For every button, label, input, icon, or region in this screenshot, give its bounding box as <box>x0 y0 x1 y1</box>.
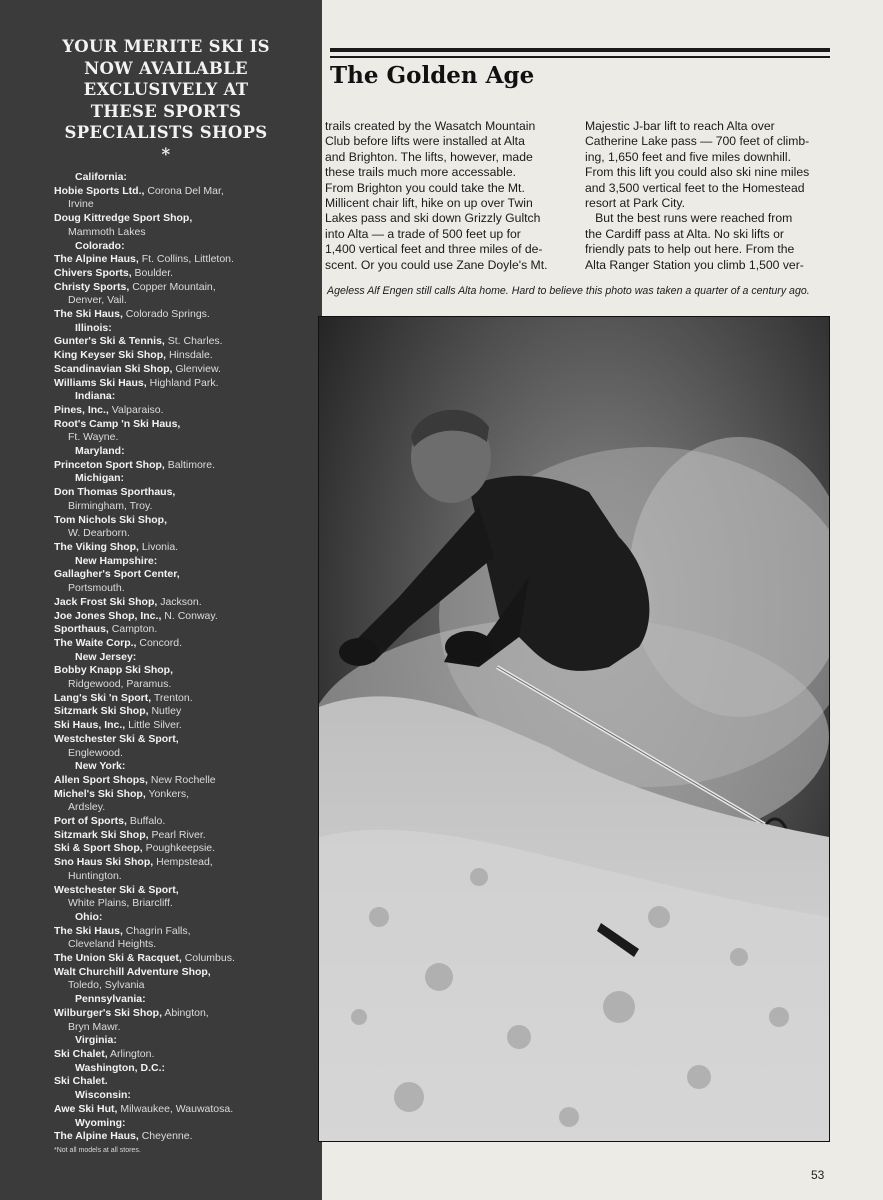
dealer-shop-name: Sporthaus, <box>54 623 109 636</box>
dealer-entry <box>54 541 316 555</box>
dealer-footnote: *Not all models at all stores. <box>54 1146 141 1154</box>
dealer-entry <box>54 664 316 691</box>
article-title: The Golden Age <box>330 62 535 89</box>
article-column-2 <box>585 119 829 273</box>
dealer-entry <box>54 1075 316 1089</box>
dealer-location-continued: Mammoth Lakes <box>68 225 146 238</box>
dealer-state-heading: Ohio: <box>75 910 103 923</box>
dealer-shop-name: Allen Sport Shops, <box>54 773 148 786</box>
title-rule-thin <box>330 56 830 58</box>
article-line: these trails much more accessable. <box>325 165 517 180</box>
dealer-location: Concord. <box>139 636 182 649</box>
dealer-location: Arlington. <box>110 1048 155 1060</box>
article-line: But the best runs were reached from <box>585 211 793 226</box>
dealer-location: Hempstead, <box>156 856 213 869</box>
dealer-location-continued: Ft. Wayne. <box>68 431 119 444</box>
dealer-location-continued: Birmingham, Troy. <box>68 499 153 512</box>
dealer-entry <box>54 1130 316 1144</box>
dealer-location: Pearl River. <box>151 828 206 841</box>
dealer-location: Valparaiso. <box>111 403 164 416</box>
dealer-entry <box>54 815 316 829</box>
dealer-location-continued: Toledo, Sylvania <box>68 979 145 992</box>
dealer-location: Baltimore. <box>167 458 216 471</box>
dealer-state-heading: California: <box>75 171 127 183</box>
article-line: and Brighton. The lifts, however, made <box>325 149 533 164</box>
dealer-state-heading: Virginia: <box>75 1034 117 1047</box>
article-line: the Cardiff pass at Alta. No ski lifts or <box>585 226 784 241</box>
dealer-entry <box>54 884 316 911</box>
article-line: friendly pats to help out here. From the <box>585 242 795 257</box>
dealer-location: Glenview. <box>175 362 221 375</box>
dealer-state-heading: New Hampshire: <box>75 554 158 567</box>
dealer-shop-name: Root's Camp 'n Ski Haus, <box>54 417 181 430</box>
photo-caption: Ageless Alf Engen still calls Alta home. Hard to believe this photo was taken a quarter of a century ago. <box>327 285 810 297</box>
dealer-entry <box>54 349 316 363</box>
dealer-state-heading: Pennsylvania: <box>75 993 146 1006</box>
dealer-location: Copper Mountain, <box>132 280 216 293</box>
article-line: Club before lifts were installed at Alta <box>325 134 525 149</box>
dealer-entry <box>54 842 316 856</box>
dealer-location: Milwaukee, Wauwatosa. <box>120 1102 234 1115</box>
dealer-shop-name: Sitzmark Ski Shop, <box>54 705 149 718</box>
skier-photo <box>318 316 830 1142</box>
article-column-1 <box>325 119 569 273</box>
dealer-entry <box>54 692 316 706</box>
dealer-entry <box>54 418 316 445</box>
dealer-entry <box>54 856 316 883</box>
dealer-location: Hinsdale. <box>168 349 213 362</box>
dealer-shop-name: Sitzmark Ski Shop, <box>54 828 149 841</box>
dealer-shop-name: Jack Frost Ski Shop, <box>54 595 158 608</box>
dealer-location-continued: Ardsley. <box>68 801 106 814</box>
dealer-location-continued: White Plains, Briarcliff. <box>68 897 173 910</box>
article-line: trails created by the Wasatch Mountain <box>325 119 536 133</box>
dealer-state-heading: Washington, D.C.: <box>75 1061 166 1074</box>
dealer-shop-name: Ski Chalet, <box>54 1048 108 1060</box>
dealer-entry <box>54 774 316 788</box>
article-line: Catherine Lake pass — 700 feet of climb- <box>585 134 810 149</box>
dealer-location: Cheyenne. <box>141 1130 193 1143</box>
dealer-entry <box>54 281 316 308</box>
dealer-shop-name: Gunter's Ski & Tennis, <box>54 335 165 348</box>
dealer-location: Colorado Springs. <box>125 308 210 321</box>
dealer-location: Buffalo. <box>129 815 166 828</box>
dealer-shop-name: Ski Chalet. <box>54 1075 108 1088</box>
dealer-state-heading: Michigan: <box>75 472 124 485</box>
dealer-location-continued: Ridgewood, Paramus. <box>68 678 172 691</box>
dealer-state-heading: Indiana: <box>75 390 116 403</box>
dealer-shop-name: The Viking Shop, <box>54 540 139 553</box>
dealer-list <box>54 171 316 1156</box>
dealer-location: St. Charles. <box>167 335 223 348</box>
dealer-shop-name: Williams Ski Haus, <box>54 376 147 389</box>
dealer-location: Little Silver. <box>128 719 182 732</box>
dealer-location-continued: Englewood. <box>68 746 123 759</box>
article-line: and 3,500 vertical feet to the Homestead <box>585 180 805 195</box>
dealer-location: Trenton. <box>153 691 193 704</box>
dealer-entry <box>54 788 316 815</box>
dealer-location: Boulder. <box>134 266 174 279</box>
dealer-shop-name: Joe Jones Shop, Inc., <box>54 609 162 622</box>
dealer-sidebar <box>0 0 322 1200</box>
dealer-shop-name: King Keyser Ski Shop, <box>54 349 167 362</box>
dealer-shop-name: The Ski Haus, <box>54 924 123 937</box>
dealer-shop-name: The Waite Corp., <box>54 636 137 649</box>
article-line: 1,400 vertical feet and three miles of de- <box>325 242 543 257</box>
dealer-shop-name: Pines, Inc., <box>54 403 109 416</box>
dealer-entry <box>54 637 316 651</box>
dealer-entry <box>54 719 316 733</box>
dealer-shop-name: Doug Kittredge Sport Shop, <box>54 212 193 225</box>
dealer-shop-name: Christy Sports, <box>54 280 130 293</box>
dealer-shop-name: The Alpine Haus, <box>54 253 139 266</box>
dealer-shop-name: Ski & Sport Shop, <box>54 842 143 855</box>
dealer-entry <box>54 623 316 637</box>
dealer-location: Ft. Collins, Littleton. <box>141 253 234 266</box>
dealer-entry <box>54 335 316 349</box>
dealer-entry <box>54 185 316 212</box>
dealer-location: Jackson. <box>160 595 202 608</box>
dealer-shop-name: Don Thomas Sporthaus, <box>54 486 176 499</box>
dealer-entry <box>54 363 316 377</box>
dealer-state-heading: Wisconsin: <box>75 1089 131 1102</box>
dealer-location: Livonia. <box>141 540 179 553</box>
page-number: 53 <box>811 1168 825 1182</box>
dealer-location-continued: Bryn Mawr. <box>68 1020 121 1033</box>
dealer-location: N. Conway. <box>164 609 218 622</box>
dealer-location: Columbus. <box>184 952 235 965</box>
dealer-entry <box>54 308 316 322</box>
article-line: scent. Or you could use Zane Doyle's Mt. <box>325 257 548 272</box>
dealer-location: Poughkeepsie. <box>145 842 216 855</box>
dealer-location-continued: Huntington. <box>68 869 122 882</box>
dealer-location-continued: Portsmouth. <box>68 582 125 595</box>
dealer-entry <box>54 966 316 993</box>
article-line: ing, 1,650 feet and five miles downhill. <box>585 149 791 164</box>
dealer-shop-name: Westchester Ski & Sport, <box>54 732 179 745</box>
dealer-entry <box>54 733 316 760</box>
article-line: into Alta — a trade of 500 feet up for <box>325 226 521 241</box>
dealer-shop-name: Westchester Ski & Sport, <box>54 883 179 896</box>
dealer-entry <box>54 596 316 610</box>
article-line: Majestic J-bar lift to reach Alta over <box>585 119 775 133</box>
article-line: Lakes pass and ski down Grizzly Gultch <box>325 211 541 226</box>
dealer-entry <box>54 267 316 281</box>
dealer-state-heading: Wyoming: <box>75 1116 126 1129</box>
dealer-location-continued: W. Dearborn. <box>68 527 130 540</box>
article-line: From this lift you could also ski nine miles <box>585 165 810 180</box>
dealer-shop-name: Wilburger's Ski Shop, <box>54 1006 162 1019</box>
dealer-shop-name: Chivers Sports, <box>54 266 132 279</box>
dealer-location: Campton. <box>111 623 158 636</box>
dealer-location-continued: Cleveland Heights. <box>68 938 157 951</box>
dealer-entry <box>54 486 316 513</box>
dealer-shop-name: Walt Churchill Adventure Shop, <box>54 965 211 978</box>
dealer-heading: YOUR MERITE SKI IS NOW AVAILABLE EXCLUSIVELY AT THESE SPORTS SPECIALISTS SHOPS * <box>62 37 270 164</box>
dealer-shop-name: Ski Haus, Inc., <box>54 719 126 732</box>
dealer-entry <box>54 253 316 267</box>
dealer-shop-name: Michel's Ski Shop, <box>54 787 146 800</box>
dealer-shop-name: Tom Nichols Ski Shop, <box>54 513 167 526</box>
article-line: Alta Ranger Station you climb 1,500 ver- <box>585 257 804 272</box>
dealer-location-continued: Denver, Vail. <box>68 294 127 307</box>
dealer-location: Abington, <box>164 1006 209 1019</box>
dealer-shop-name: Hobie Sports Ltd., <box>54 184 145 197</box>
dealer-entry <box>54 925 316 952</box>
dealer-entry <box>54 1007 316 1034</box>
dealer-state-heading: Maryland: <box>75 445 125 458</box>
dealer-location-continued: Irvine <box>68 198 94 211</box>
dealer-shop-name: Port of Sports, <box>54 815 127 828</box>
dealer-shop-name: Gallagher's Sport Center, <box>54 568 180 581</box>
article-line: resort at Park City. <box>585 196 686 211</box>
dealer-state-heading: Colorado: <box>75 239 125 252</box>
dealer-shop-name: Princeton Sport Shop, <box>54 458 165 471</box>
dealer-shop-name: Awe Ski Hut, <box>54 1102 118 1115</box>
dealer-shop-name: Lang's Ski 'n Sport, <box>54 691 152 704</box>
dealer-location: Yonkers, <box>148 787 189 800</box>
dealer-state-heading: New York: <box>75 760 126 773</box>
dealer-entry <box>54 829 316 843</box>
dealer-state-heading: Illinois: <box>75 321 112 334</box>
dealer-entry <box>54 404 316 418</box>
dealer-entry <box>54 952 316 966</box>
dealer-location: Chagrin Falls, <box>125 924 191 937</box>
dealer-location: Corona Del Mar, <box>147 184 224 197</box>
dealer-shop-name: The Alpine Haus, <box>54 1130 139 1143</box>
dealer-shop-name: Sno Haus Ski Shop, <box>54 856 154 869</box>
dealer-entry <box>54 514 316 541</box>
title-rule-thick <box>330 48 830 52</box>
dealer-entry <box>54 705 316 719</box>
dealer-shop-name: Scandinavian Ski Shop, <box>54 362 173 375</box>
article-line: From Brighton you could take the Mt. <box>325 180 525 195</box>
dealer-entry <box>54 1103 316 1117</box>
article-line: Millicent chair lift, hike on up over Twin <box>325 196 533 211</box>
dealer-entry <box>54 212 316 239</box>
dealer-shop-name: Bobby Knapp Ski Shop, <box>54 664 174 677</box>
dealer-entry <box>54 459 316 473</box>
dealer-shop-name: The Union Ski & Racquet, <box>54 952 182 965</box>
dealer-entry <box>54 568 316 595</box>
dealer-location: New Rochelle <box>150 773 216 786</box>
dealer-entry <box>54 377 316 391</box>
dealer-shop-name: The Ski Haus, <box>54 308 123 321</box>
dealer-entry <box>54 610 316 624</box>
dealer-location: Highland Park. <box>149 376 219 389</box>
dealer-state-heading: New Jersey: <box>75 650 137 663</box>
dealer-location: Nutley <box>151 705 182 718</box>
dealer-entry <box>54 1048 316 1062</box>
